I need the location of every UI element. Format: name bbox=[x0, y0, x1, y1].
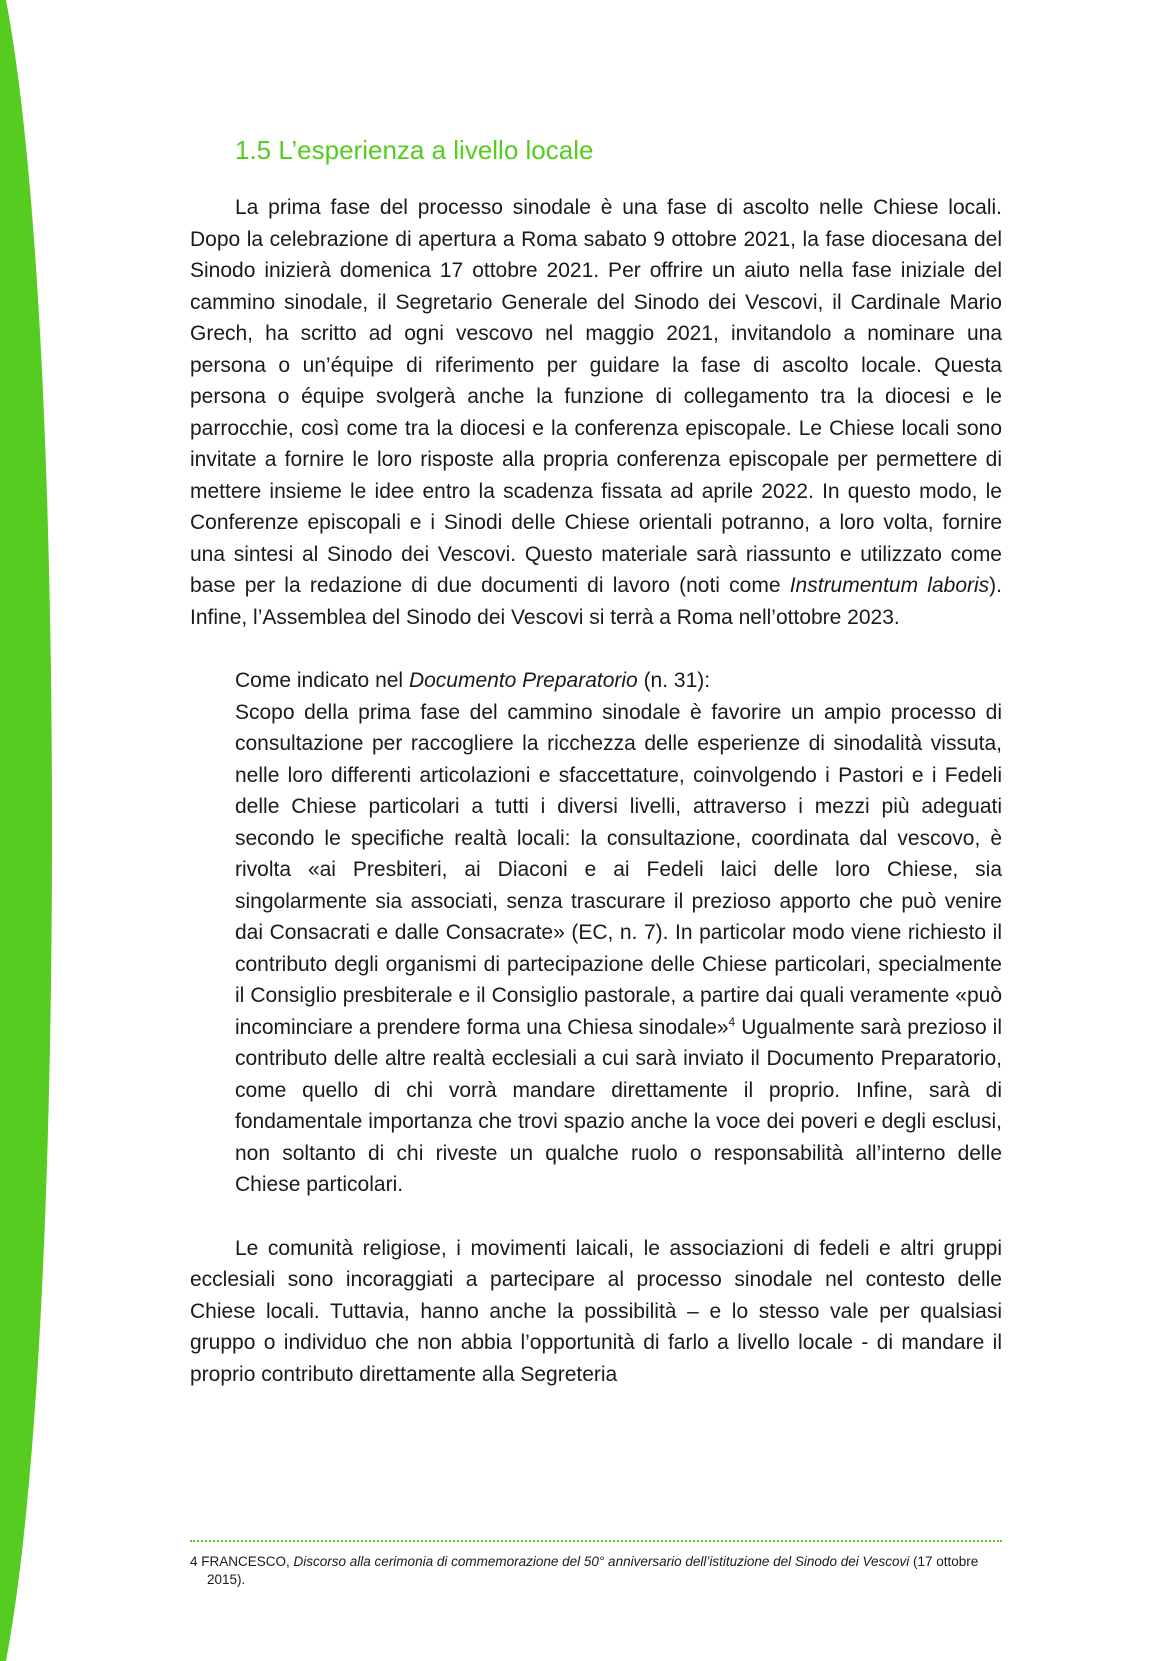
paragraph-local-listening bbox=[190, 192, 1002, 633]
green-decorative-band bbox=[0, 0, 60, 1661]
quote-text-body: Scopo della prima fase del cammino sinodale è favorire un ampio processo di consultazione per raccogliere la ricchezza delle esperienze di sinodalità vissuta, nelle loro differenti articolazioni e sfaccettature, coinvolgendo i Pastori e i Fedeli delle Chiese particolari a tutti i diversi livelli, attraverso i mezzi più adeguati secondo le specifiche realtà locali: la consultazione, coordinata dal vescovo, è rivolta «ai Presbiteri, ai Diaconi e ai Fedeli laici delle loro Chiese, sia singolarmente sia associati, senza trascurare il prezioso apporto che può venire dai Consacrati e dalle Consacrate» (EC, n. 7). In particolar modo viene richiesto il contributo degli organismi di partecipazione delle Chiese particolari, specialmente il Consiglio presbiterale e il Consiglio pastorale, a partire dai quali veramente «può incominciare a prendere forma una Chiesa sinodale» bbox=[235, 700, 1002, 1039]
quote-intro bbox=[235, 665, 1002, 697]
footnote-number: 4 bbox=[190, 1554, 198, 1569]
paragraph-religious-communities: Le comunità religiose, i movimenti laicali, le associazioni di fedeli e altri gruppi ecclesiali sono incoraggiati a partecipare al processo sinodale nel contesto delle Chiese locali. Tuttavia, hanno anche la possibilità – e lo stesso vale per qualsiasi gruppo o individuo che non abbia l’opportunità di farlo a livello locale - di mandare il proprio contributo direttamente alla Segreteria bbox=[190, 1236, 1002, 1386]
quote-intro-text: Come indicato nel bbox=[235, 669, 409, 693]
footnote-author: FRANCESCO, bbox=[197, 1554, 294, 1569]
paragraph-text: La prima fase del processo sinodale è una fase di ascolto nelle Chiese locali. Dopo la celebrazione di apertura a Roma sabato 9 ottobre 2021, la fase diocesana del Sinodo inizierà domenica 17 ottobre 2021. Per offrire un aiuto nella fase iniziale del cammino sinodale, il Segretario Generale del Sinodo dei Vescovi, il Cardinale Mario Grech, ha scritto ad ogni vescovo nel maggio 2021, invitandolo a nominare una persona o un’équipe di riferimento per guidare la fase di ascolto locale. Questa persona o équipe svolgerà anche la funzione di collegamento tra la diocesi e le parrocchie, così come tra la diocesi e la conferenza episcopale. Le Chiese locali sono invitate a fornire le loro risposte alla propria conferenza episcopale per permettere di mettere insieme le idee entro la scadenza fissata ad aprile 2022. In questo modo, le Conferenze episcopali e i Sinodi delle Chiese orientali potranno, a loro volta, fornire una sintesi al Sinodo dei Vescovi. Questo materiale sarà riassunto e utilizzato come base per la redazione di due documenti di lavoro (noti come bbox=[190, 196, 1002, 598]
instrumentum-laboris-italic: Instrumentum laboris bbox=[789, 574, 990, 598]
quote-text-body-end: Ugualmente sarà prezioso il contributo delle altre realtà ecclesiali a cui sarà inviato il Documento Preparatorio, come quello di chi vorrà mandare direttamente il proprio. Infine, sarà di fondamentale importanza che trovi spazio anche la voce dei poveri e degli esclusi, non soltanto di chi riveste un qualche ruolo o responsabilità all’interno delle Chiese particolari. bbox=[235, 1015, 1002, 1197]
section-heading: 1.5 L’esperienza a livello locale bbox=[235, 135, 594, 165]
footnote-4 bbox=[190, 1553, 1002, 1589]
footnote-reference[interactable]: 4 bbox=[728, 1014, 736, 1029]
quote-intro-ref: (n. 31): bbox=[637, 669, 711, 693]
green-band-shape bbox=[0, 0, 52, 1661]
footnote-date: (17 ottobre 2015). bbox=[207, 1554, 979, 1587]
footnote-title: Discorso alla cerimonia di commemorazione del 50° anniversario dell’istituzione del Sinodo dei Vescovi bbox=[293, 1554, 910, 1569]
quote-text bbox=[235, 697, 1002, 1201]
paragraph-text-end: ). Infine, l’Assemblea del Sinodo dei Vescovi si terrà a Roma nell’ottobre 2023. bbox=[190, 574, 1002, 629]
footnote bbox=[190, 1553, 1002, 1589]
page-content bbox=[190, 135, 1002, 1390]
quote-block bbox=[235, 665, 1002, 1201]
footnote-divider bbox=[190, 1540, 1002, 1542]
documento-preparatorio-italic: Documento Preparatorio bbox=[408, 669, 638, 693]
